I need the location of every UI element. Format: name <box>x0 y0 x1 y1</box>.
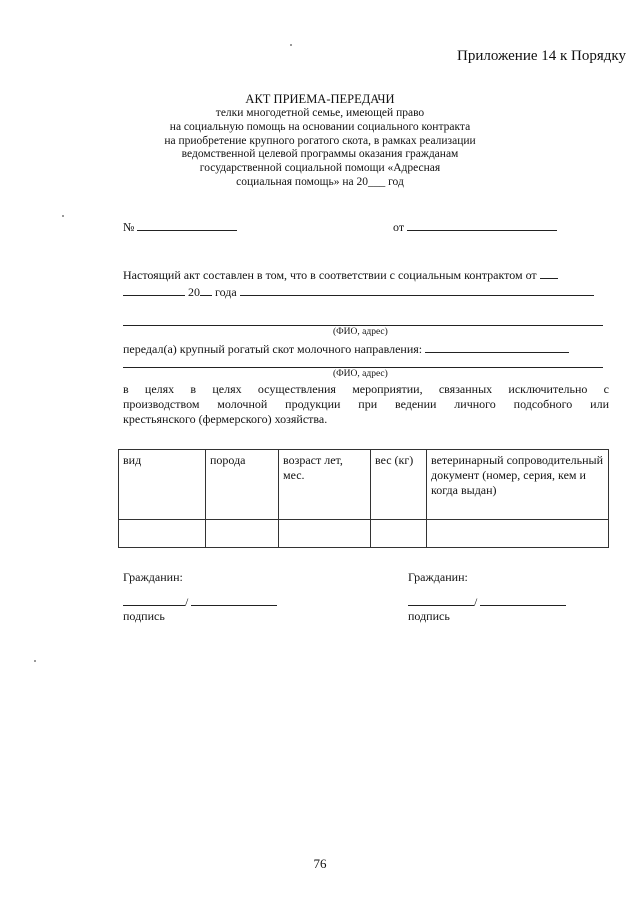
name-blank[interactable] <box>191 594 277 606</box>
document-title-block <box>0 92 640 190</box>
table-cell[interactable] <box>371 520 427 548</box>
contract-date-blank[interactable] <box>540 267 558 279</box>
title-line: государственной социальной помощи «Адресная <box>199 162 441 175</box>
act-date-field[interactable] <box>393 219 557 235</box>
scan-speck <box>290 44 292 46</box>
appendix-header: Приложение 14 к Порядку <box>457 48 626 64</box>
name-blank[interactable] <box>480 594 566 606</box>
title-line: социальная помощь» на 20___ год <box>236 175 404 188</box>
fio-line-2[interactable] <box>123 367 603 368</box>
signature-blank[interactable] <box>123 594 185 606</box>
page-number: 76 <box>313 856 327 871</box>
fio-caption-1: (ФИО, адрес) <box>333 327 388 337</box>
table-cell[interactable] <box>206 520 279 548</box>
fio-line-1[interactable] <box>123 325 603 326</box>
transferred-line <box>123 341 569 357</box>
slash: / <box>185 595 189 609</box>
transferred-text: передал(а) крупный рогатый скот молочного направления: <box>123 342 423 356</box>
table-header-cell: ветеринарный сопроводительный документ (номер, серия, кем и когда выдан) <box>427 450 609 520</box>
table-header-row <box>119 450 609 520</box>
table-cell[interactable] <box>119 520 206 548</box>
date-label: от <box>393 220 405 234</box>
title-line: на социальную помощь на основании социального контракта <box>169 120 471 133</box>
title-line: ведомственной целевой программы оказания гражданам <box>181 148 459 161</box>
scan-speck <box>34 660 36 662</box>
title-line: телки многодетной семье, имеющей право <box>215 107 425 119</box>
citizen-right-label: Гражданин: <box>408 570 468 584</box>
scan-speck <box>62 215 64 217</box>
contract-day-blank[interactable] <box>123 284 185 296</box>
contract-details-blank[interactable] <box>240 284 594 296</box>
cattle-table <box>118 449 609 548</box>
table-header-cell: порода <box>206 450 279 520</box>
statement-text: Настоящий акт составлен в том, что в соответствии с социальным контрактом от <box>123 268 537 282</box>
year-prefix: 20 <box>188 285 200 299</box>
table-header-cell: вид <box>119 450 206 520</box>
act-number-field[interactable] <box>123 219 237 235</box>
signature-blank[interactable] <box>408 594 474 606</box>
year-suffix: года <box>215 285 237 299</box>
purpose-line-3: крестьянского (фермерского) хозяйства. <box>123 412 328 426</box>
table-row <box>119 520 609 548</box>
purpose-line-2: производством молочной продукции при ведении личного подсобного или <box>123 397 609 411</box>
citizen-left-label: Гражданин: <box>123 570 183 584</box>
table-header-cell: возраст лет, мес. <box>279 450 371 520</box>
signature-caption-left: подпись <box>123 609 165 623</box>
purpose-line-1: в целях в целях осуществления мероприятии, связанных исключительно с <box>123 382 609 396</box>
number-label: № <box>123 220 135 234</box>
act-number-blank[interactable] <box>137 219 237 231</box>
act-date-blank[interactable] <box>407 219 557 231</box>
document-title: АКТ ПРИЕМА-ПЕРЕДАЧИ <box>245 92 395 106</box>
table-cell[interactable] <box>427 520 609 548</box>
signature-right[interactable] <box>408 594 566 610</box>
fio-caption-2: (ФИО, адрес) <box>333 369 388 379</box>
signature-left[interactable] <box>123 594 277 610</box>
title-line: на приобретение крупного рогатого скота, в рамках реализации <box>164 134 476 147</box>
table-cell[interactable] <box>279 520 371 548</box>
table-header-cell: вес (кг) <box>371 450 427 520</box>
signature-caption-right: подпись <box>408 609 450 623</box>
statement-line-1 <box>123 267 558 283</box>
slash: / <box>474 595 478 609</box>
statement-line-2 <box>123 284 594 300</box>
year-blank[interactable] <box>200 284 212 296</box>
cattle-blank[interactable] <box>425 341 569 353</box>
